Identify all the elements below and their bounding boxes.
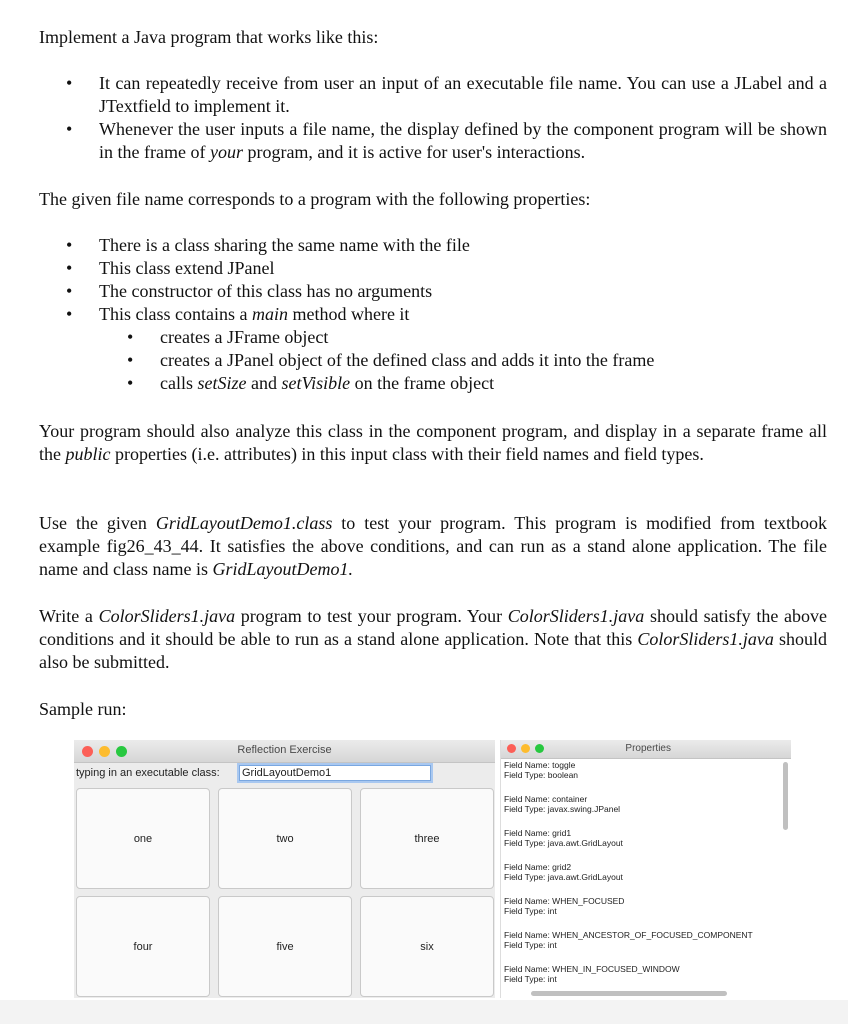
para-text: Your program should also analyze this class in the component program, and display in a separate frame all the: [39, 421, 827, 464]
input-label: typing in an executable class:: [76, 767, 220, 779]
bullet-emphasis: setSize: [197, 373, 247, 393]
field-name: Field Name: container: [504, 794, 588, 804]
window-title: Properties: [625, 743, 671, 754]
list-item: [66, 303, 827, 326]
list-item: [127, 372, 827, 395]
grid-button-two[interactable]: two: [218, 788, 352, 889]
class-name-input[interactable]: GridLayoutDemo1: [239, 765, 431, 781]
list-item: [504, 794, 753, 814]
bullet-text: method where it: [287, 304, 410, 324]
list-item: [127, 349, 827, 372]
list-item: [504, 896, 753, 916]
window-title: Reflection Exercise: [237, 744, 332, 756]
para-text: Use the given: [39, 513, 156, 533]
para-text: properties (i.e. attributes) in this input class with their field names and field types.: [110, 444, 704, 464]
bullet-icon: •: [127, 350, 134, 370]
bullet-icon: •: [66, 119, 73, 139]
field-name: Field Name: grid2: [504, 862, 572, 872]
list-item: [66, 257, 827, 280]
bullet-text: and: [246, 373, 282, 393]
para-text: program to test your program. Your: [235, 606, 508, 626]
para-text: to test your program. This program is modified from textbook example fig26_43_44. It satisfies the above conditions, and can run as a stand alone application. The file name and class name is: [39, 513, 827, 579]
list-item: [127, 326, 827, 349]
intro-text: Implement a Java program that works like this:: [39, 27, 379, 47]
properties-window: [500, 740, 791, 998]
bullet-emphasis: setVisible: [281, 373, 351, 393]
bullet-text: creates a JPanel object of the defined class and adds it into the frame: [160, 350, 655, 370]
field-name: Field Name: WHEN_ANCESTOR_OF_FOCUSED_COMPONENT: [504, 930, 753, 940]
para-text: should also be submitted.: [39, 629, 828, 672]
list-item: [504, 930, 753, 950]
field-list: [504, 760, 753, 998]
bullet-text: It can repeatedly receive from user an input of an executable file name. You can use a JLabel and a JTextfield to implement it.: [99, 73, 827, 116]
field-type: Field Type: int: [504, 906, 557, 916]
paragraph-colorsliders: [39, 605, 827, 674]
bullet-text: The constructor of this class has no arguments: [99, 281, 433, 301]
para-emphasis: public: [65, 444, 111, 464]
bullet-icon: •: [66, 304, 73, 324]
para-emphasis: ColorSliders1.java: [98, 606, 236, 626]
field-name: Field Name: toggle: [504, 760, 576, 770]
bullet-list-1: [66, 72, 827, 164]
grid-button-five[interactable]: five: [218, 896, 352, 997]
bullet-text: Whenever the user inputs a file name, the display defined by the component program will be shown in the frame of: [99, 119, 827, 162]
list-item: [66, 72, 827, 118]
bullet-emphasis: your: [209, 142, 243, 162]
sample-run-label: Sample run:: [39, 699, 127, 719]
field-type: Field Type: int: [504, 940, 557, 950]
list-item: [66, 234, 827, 257]
field-type: Field Type: javax.swing.JPanel: [504, 804, 621, 814]
field-name: Field Name: WHEN_FOCUSED: [504, 896, 625, 906]
bullet-text: program, and it is active for user's interactions.: [242, 142, 586, 162]
grid-button-four[interactable]: four: [76, 896, 210, 997]
bullet-text: calls: [160, 373, 198, 393]
title-bar: [501, 740, 791, 759]
field-type: Field Type: int: [504, 974, 557, 984]
bullet-list-3: [127, 326, 827, 395]
para-text: Write a: [39, 606, 99, 626]
para-emphasis: GridLayoutDemo1.class: [155, 513, 333, 533]
bullet-text: creates a JFrame object: [160, 327, 329, 347]
bullet-icon: •: [66, 73, 73, 93]
bullet-icon: •: [66, 235, 73, 255]
para-text: should satisfy the above conditions and it should be able to run as a stand alone application. Note that this: [39, 606, 827, 649]
para-emphasis: ColorSliders1.java: [507, 606, 645, 626]
paragraph-analyze: [39, 420, 827, 466]
list-item: [504, 828, 753, 848]
list-item: [66, 280, 827, 303]
paragraph-gridlayout: [39, 512, 827, 581]
horizontal-scrollbar[interactable]: [531, 991, 727, 996]
grid-button-one[interactable]: one: [76, 788, 210, 889]
bullet-emphasis: main: [251, 304, 288, 324]
vertical-scrollbar[interactable]: [783, 762, 788, 830]
bullet-icon: •: [127, 327, 134, 347]
given-text: The given file name corresponds to a program with the following properties:: [39, 189, 591, 209]
bullet-icon: •: [66, 258, 73, 278]
grid-button-six[interactable]: six: [360, 896, 494, 997]
list-item: [504, 862, 753, 882]
list-item: [504, 964, 753, 984]
para-emphasis: ColorSliders1.java: [637, 629, 774, 649]
list-item: [66, 118, 827, 164]
bullet-icon: •: [66, 281, 73, 301]
bullet-icon: •: [127, 373, 134, 393]
field-type: Field Type: boolean: [504, 770, 579, 780]
grid-button-three[interactable]: three: [360, 788, 494, 889]
bullet-text: This class extend JPanel: [99, 258, 275, 278]
list-item: [504, 760, 753, 780]
bullet-text: There is a class sharing the same name with the file: [99, 235, 470, 255]
page-bottom-shade: [0, 1000, 848, 1024]
field-type: Field Type: java.awt.GridLayout: [504, 872, 623, 882]
field-type: Field Type: java.awt.GridLayout: [504, 838, 623, 848]
bullet-text: on the frame object: [350, 373, 495, 393]
bullet-list-2: [66, 234, 827, 326]
field-name: Field Name: grid1: [504, 828, 572, 838]
bullet-text: This class contains a: [99, 304, 252, 324]
para-emphasis: GridLayoutDemo1.: [212, 559, 353, 579]
reflection-window: [74, 740, 495, 998]
field-name: Field Name: WHEN_IN_FOCUSED_WINDOW: [504, 964, 680, 974]
